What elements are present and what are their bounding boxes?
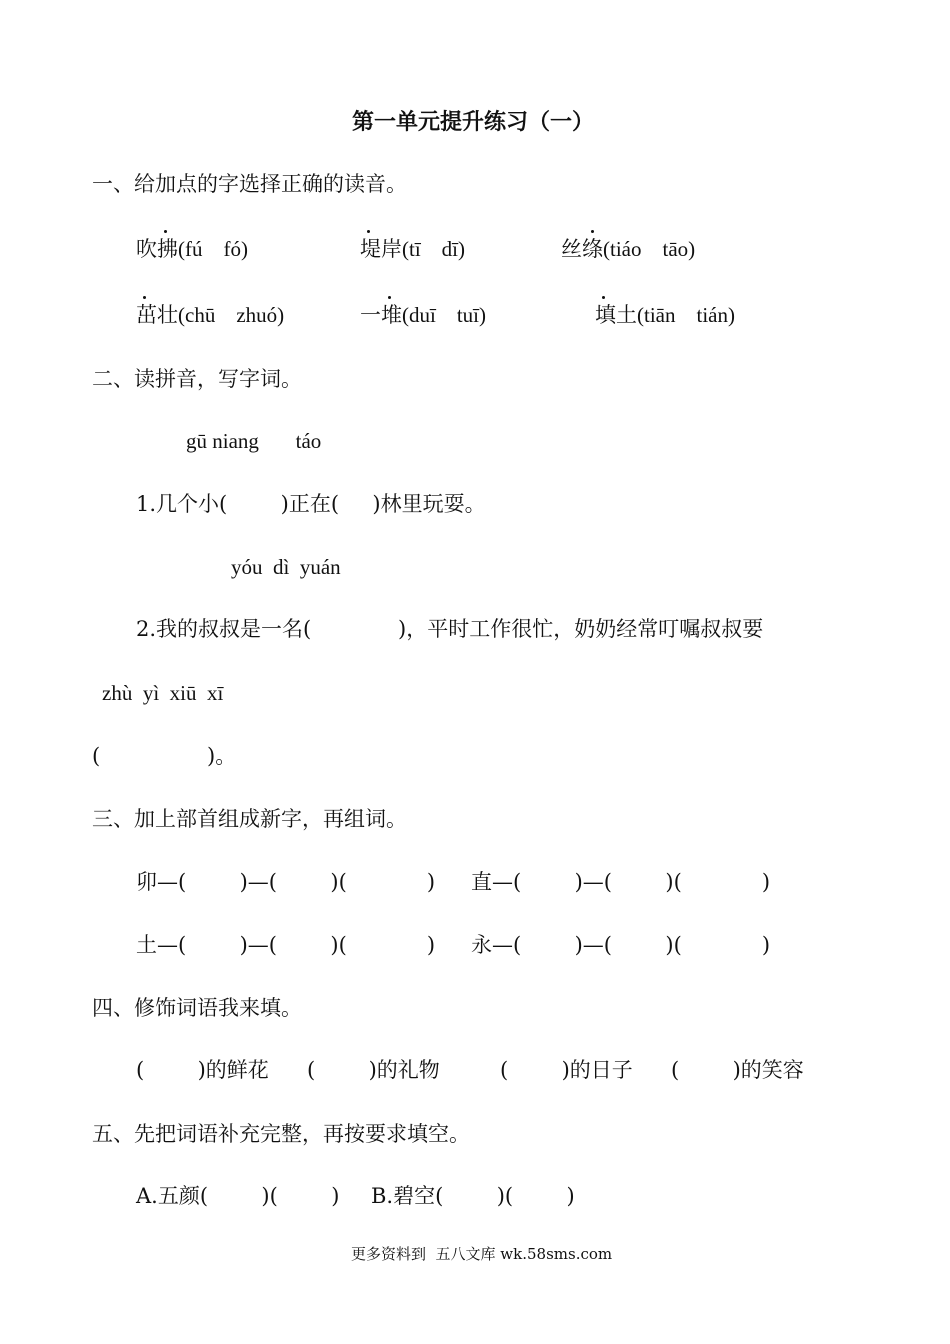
- reading-item: 一堆(duī tuī): [360, 303, 486, 327]
- modifier-item: ( )的礼物: [307, 1058, 440, 1082]
- emphasis-dot: [164, 230, 167, 233]
- reading-item: 填土(tiān tián): [595, 303, 735, 327]
- section-1-heading: 一、给加点的字选择正确的读音。: [92, 172, 407, 196]
- radical-item: 土—( )—( )( ): [136, 933, 436, 957]
- idiom-item: A.五颜( )( ): [136, 1184, 340, 1208]
- idiom-item: B.碧空( )( ): [371, 1184, 575, 1208]
- reading-item: 茁壮(chū zhuó): [136, 303, 285, 327]
- emphasis-dot: [388, 296, 391, 299]
- emphasis-dot: [367, 230, 370, 233]
- reading-item: 丝绦(tiáo tāo): [561, 237, 696, 261]
- question-line: 1.几个小( )正在( )林里玩耍。: [136, 492, 486, 516]
- modifier-item: ( )的日子: [500, 1058, 633, 1082]
- radical-item: 卯—( )—( )( ): [136, 870, 436, 894]
- section-4-heading: 四、修饰词语我来填。: [92, 996, 302, 1020]
- question-line: ( )。: [92, 744, 237, 768]
- section-2-heading: 二、读拼音，写字词。: [92, 367, 302, 391]
- question-line: 2.我的叔叔是一名( )，平时工作很忙，奶奶经常叮嘱叔叔要: [136, 617, 764, 641]
- reading-item: 吹拂(fú fó): [136, 237, 248, 261]
- radical-item: 永—( )—( )( ): [471, 933, 771, 957]
- section-3-heading: 三、加上部首组成新字，再组词。: [92, 807, 407, 831]
- pinyin-line: yóu dì yuán: [231, 555, 341, 579]
- pinyin-line: gū niang táo: [186, 429, 322, 453]
- modifier-item: ( )的笑容: [671, 1058, 804, 1082]
- modifier-item: ( )的鲜花: [136, 1058, 269, 1082]
- pinyin-line: zhù yì xiū xī: [102, 681, 224, 705]
- section-5-heading: 五、先把词语补充完整，再按要求填空。: [92, 1122, 470, 1146]
- reading-item: 堤岸(tī dī): [360, 237, 465, 261]
- emphasis-dot: [143, 296, 146, 299]
- emphasis-dot: [591, 230, 594, 233]
- page-title: 第一单元提升练习（一）: [352, 109, 595, 135]
- page-footer: 更多资料到 五八文库 wk.58sms.com: [351, 1245, 613, 1263]
- emphasis-dot: [602, 296, 605, 299]
- radical-item: 直—( )—( )( ): [471, 870, 771, 894]
